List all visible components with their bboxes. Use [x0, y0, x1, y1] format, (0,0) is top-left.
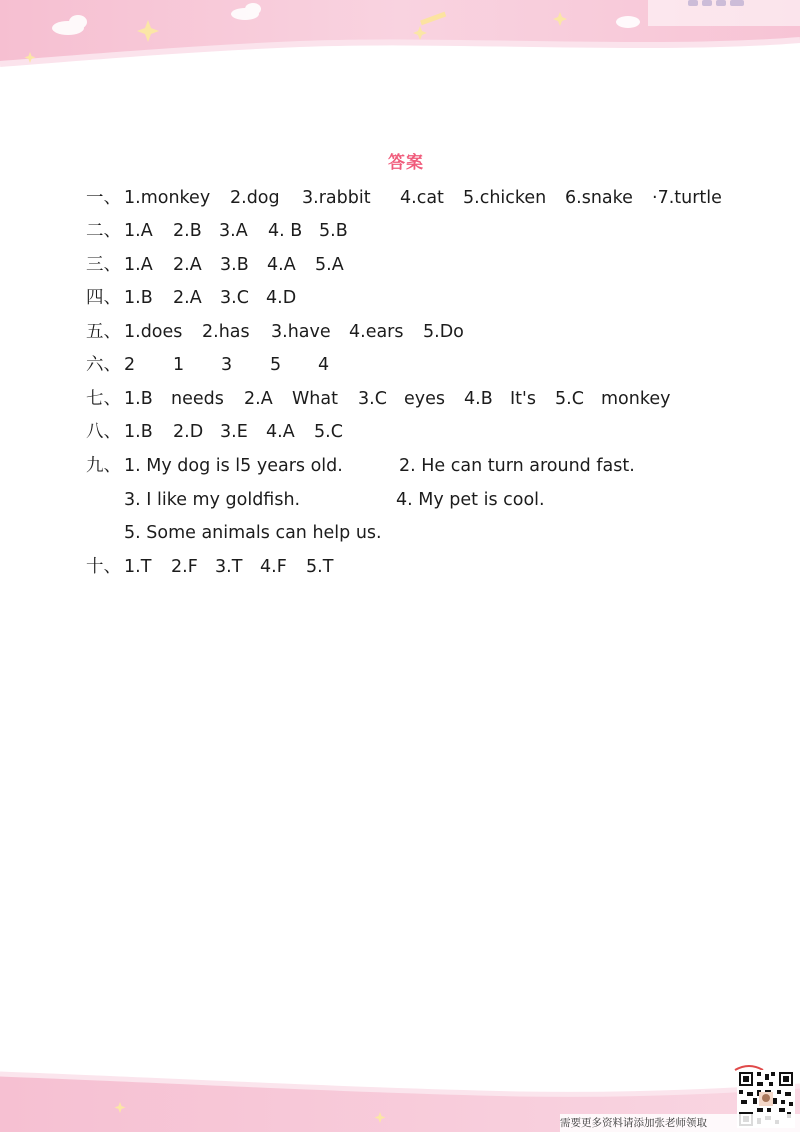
answer-item: 2: [124, 355, 136, 375]
section-number: 三、: [86, 255, 121, 275]
answer-item: 5.A: [315, 255, 344, 275]
answer-item: 5.Do: [423, 322, 464, 342]
answer-item: 3: [221, 355, 233, 375]
answer-item: 4.A: [267, 255, 296, 275]
answer-item: 4.F: [260, 557, 287, 577]
section-number: 一、: [86, 188, 121, 208]
answer-item: 1.B: [124, 422, 153, 442]
answer-item: 2.B: [173, 221, 202, 241]
answer-item: 1.A: [124, 255, 153, 275]
answer-item: 2.A: [173, 288, 202, 308]
answer-item: 5.C: [314, 422, 343, 442]
answer-item: 3.have: [271, 322, 331, 342]
answer-item: 5.B: [319, 221, 348, 241]
section-number: 六、: [86, 355, 121, 375]
answer-item: 4.D: [266, 288, 297, 308]
section-number: 七、: [86, 389, 121, 409]
section-number: 二、: [86, 221, 121, 241]
answer-item: 1.B: [124, 288, 153, 308]
answer-item: needs: [171, 389, 224, 409]
answer-item: 6.snake: [565, 188, 633, 208]
answer-item: 5.chicken: [463, 188, 547, 208]
answer-item: 3.rabbit: [302, 188, 371, 208]
answer-item: 2.A: [173, 255, 202, 275]
answer-item: 1.does: [124, 322, 183, 342]
answer-item: 2.D: [173, 422, 204, 442]
answer-item: 1.B: [124, 389, 153, 409]
answer-item: 4. B: [268, 221, 303, 241]
section-number: 五、: [86, 322, 121, 342]
answer-item: 1. My dog is l5 years old.: [124, 456, 343, 476]
footer-note: 需要更多资料请添加张老师领取: [560, 1114, 800, 1132]
answer-item: It's: [510, 389, 536, 409]
answer-item: ·7.turtle: [652, 188, 722, 208]
answer-item: eyes: [404, 389, 446, 409]
answer-item: 3.C: [358, 389, 387, 409]
page-title: 答案: [388, 153, 424, 173]
answer-item: 4.cat: [400, 188, 444, 208]
answer-item: 1.A: [124, 221, 153, 241]
answer-item: 3.A: [219, 221, 248, 241]
answer-item: monkey: [601, 389, 671, 409]
answer-item: 2.A: [244, 389, 273, 409]
answer-item: 4. My pet is cool.: [396, 490, 545, 510]
answer-item: 3. I like my goldfish.: [124, 490, 301, 510]
answer-item: 5.T: [306, 557, 334, 577]
answer-item: 2.F: [171, 557, 198, 577]
answer-item: 4.B: [464, 389, 493, 409]
answer-item: 1: [173, 355, 185, 375]
answer-item: 2.dog: [230, 188, 280, 208]
answer-item: 1.T: [124, 557, 152, 577]
answer-item: 2.has: [202, 322, 250, 342]
section-number: 九、: [86, 456, 121, 476]
answer-item: 3.B: [220, 255, 249, 275]
answer-item: What: [292, 389, 338, 409]
answer-item: 1.monkey: [124, 188, 211, 208]
answer-item: 4: [318, 355, 330, 375]
answer-item: 2. He can turn around fast.: [399, 456, 635, 476]
answer-item: 3.E: [220, 422, 248, 442]
section-number: 八、: [86, 422, 121, 442]
answer-item: 3.T: [215, 557, 243, 577]
section-number: 四、: [86, 288, 121, 308]
answer-item: 4.A: [266, 422, 295, 442]
answer-item: 4.ears: [349, 322, 404, 342]
answer-item: 5.C: [555, 389, 584, 409]
answer-item: 3.C: [220, 288, 249, 308]
answer-item: 5. Some animals can help us.: [124, 523, 382, 543]
section-number: 十、: [86, 557, 121, 577]
answer-item: 5: [270, 355, 282, 375]
header-decoration: [0, 0, 800, 80]
